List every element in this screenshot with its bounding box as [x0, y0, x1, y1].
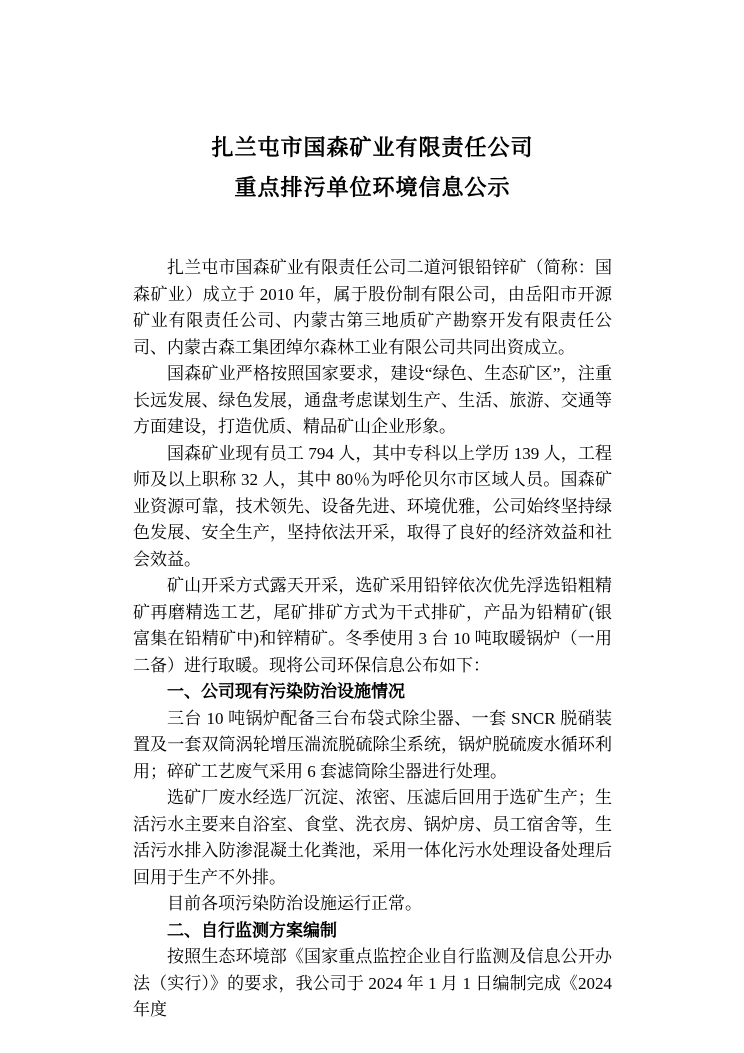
document-title-line2: 重点排污单位环境信息公示	[234, 175, 511, 200]
paragraph-staff: 国森矿业现有员工 794 人，其中专科以上学历 139 人，工程师及以上职称 32 人，其中 80％为呼伦贝尔市区域人员。国森矿业资源可靠，技术领先、设备先进、环境优雅，公司始终坚持绿色发展、安全生产，坚持依法开采，取得了良好的经济效益和社会效益。	[133, 443, 612, 569]
paragraph-monitoring-plan: 按照生态环境部《国家重点监控企业自行监测及信息公开办法（实行）》的要求，我公司于 2024 年 1 月 1 日编制完成《2024 年度	[133, 947, 612, 1019]
document-title	[133, 128, 612, 208]
paragraph-boiler-facilities: 三台 10 吨锅炉配备三台布袋式除尘器、一套 SNCR 脱硝装置及一套双筒涡轮增压湍流脱硫除尘系统，锅炉脱硫废水循环利用；碎矿工艺废气采用 6 套滤筒除尘器进行处理。	[133, 708, 612, 781]
document-body	[133, 255, 612, 1024]
paragraph-wastewater: 选矿厂废水经选厂沉淀、浓密、压滤后回用于选矿生产；生活污水主要来自浴室、食堂、洗衣房、锅炉房、员工宿舍等，生活污水排入防渗混凝土化粪池，采用一体化污水处理设备处理后回用于生产不外排。	[133, 788, 612, 887]
paragraph-mining-method: 矿山开采方式露天开采，选矿采用铅锌依次优先浮选铅粗精矿再磨精选工艺，尾矿排矿方式为干式排矿，产品为铅精矿(银富集在铅精矿中)和锌精矿。冬季使用 3 台 10 吨取暖锅炉（一用二备）进行取暖。现将公司环保信息公布如下：	[133, 576, 612, 675]
section-heading-2: 二、自行监测方案编制	[167, 920, 337, 940]
document-title-line1: 扎兰屯市国森矿业有限责任公司	[211, 135, 534, 160]
paragraph-green-mine: 国森矿业严格按照国家要求，建设“绿色、生态矿区”，注重长远发展、绿色发展，通盘考虑谋划生产、生活、旅游、交通等方面建设，打造优质、精品矿山企业形象。	[133, 364, 612, 436]
paragraph-company-intro: 扎兰屯市国森矿业有限责任公司二道河银铅锌矿（简称：国森矿业）成立于 2010 年，属于股份制有限公司，由岳阳市开源矿业有限责任公司、内蒙古第三地质矿产勘察开发有限责任公司、内蒙古森工集团绰尔森林工业有限公司共同出资成立。	[133, 258, 612, 357]
paragraph-facilities-status: 目前各项污染防治设施运行正常。	[167, 894, 422, 913]
section-heading-1: 一、公司现有污染防治设施情况	[167, 682, 405, 701]
